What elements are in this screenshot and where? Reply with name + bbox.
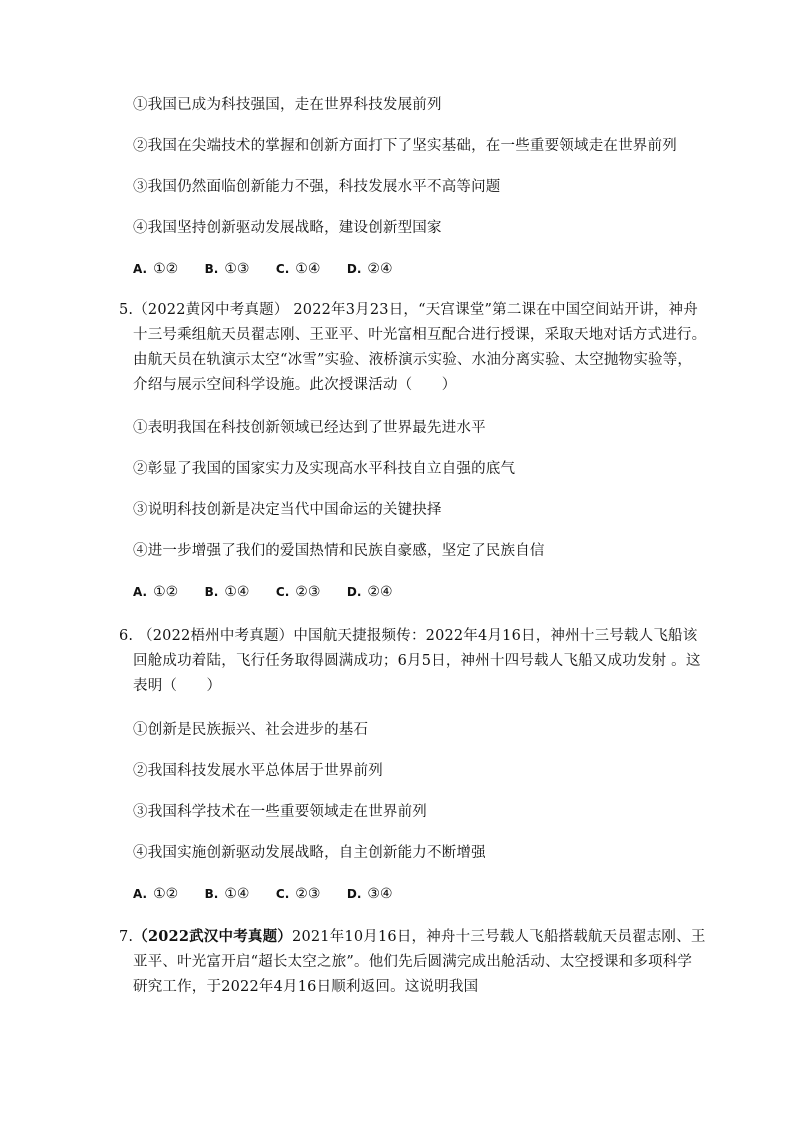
q5-choice-a[interactable]: A. ①② [133, 584, 179, 600]
q5-statement-3: ③说明科技创新是决定当代中国命运的关键抉择 [133, 502, 442, 518]
q6-stem-line-1: 6. （2022梧州中考真题）中国航天捷报频传：2022年4月16日，神州十三号载人飞船该 [119, 628, 698, 644]
q4-statement-3: ③我国仍然面临创新能力不强，科技发展水平不高等问题 [133, 179, 501, 195]
q6-choice-b[interactable]: B. ①④ [204, 886, 250, 902]
q5-statement-2: ②彰显了我国的国家实力及实现高水平科技自立自强的底气 [133, 461, 516, 477]
q5-stem-line-1: 5.（2022黄冈中考真题） 2022年3月23日，“天宫课堂”第二课在中国空间站开讲，神舟 [119, 302, 698, 318]
q4-statement-2: ②我国在尖端技术的掌握和创新方面打下了坚实基础，在一些重要领域走在世界前列 [133, 138, 677, 154]
q6-statement-2: ②我国科技发展水平总体居于世界前列 [133, 763, 383, 779]
q6-choice-c[interactable]: C. ②③ [275, 886, 321, 902]
q7-stem-line-1 [119, 927, 706, 947]
q5-statement-1: ①表明我国在科技创新领域已经达到了世界最先进水平 [133, 420, 486, 436]
q6-statement-3: ③我国科学技术在一些重要领域走在世界前列 [133, 804, 427, 820]
q7-source: （2022武汉中考真题） [133, 928, 293, 945]
q7-stem-line-2: 亚平、叶光富开启“超长太空之旅”。他们先后圆满完成出舱活动、太空授课和多项科学 [133, 954, 693, 970]
q4-statement-1: ①我国已成为科技强国，走在世界科技发展前列 [133, 97, 442, 113]
q5-choice-c[interactable]: C. ②③ [275, 584, 321, 600]
q6-choice-a[interactable]: A. ①② [133, 886, 179, 902]
q7-line1-text: 2021年10月16日，神舟十三号载人飞船搭载航天员翟志刚、王 [292, 929, 706, 945]
q5-stem-line-3: 由航天员在轨演示太空“冰雪”实验、液桥演示实验、水油分离实验、太空抛物实验等， [133, 352, 693, 368]
q6-choices [133, 884, 415, 904]
q5-statement-4: ④进一步增强了我们的爱国热情和民族自豪感，坚定了民族自信 [133, 543, 545, 559]
q6-stem-line-3: 表明（ ） [133, 678, 222, 694]
q4-choices [133, 259, 415, 279]
q7-number: 7. [119, 929, 134, 945]
q7-stem-line-3: 研究工作，于2022年4月16日顺利返回。这说明我国 [133, 979, 479, 995]
q4-choice-d[interactable]: D. ②④ [346, 261, 393, 277]
q4-choice-c[interactable]: C. ①④ [275, 261, 321, 277]
q5-stem-line-2: 十三号乘组航天员翟志刚、王亚平、叶光富相互配合进行授课，采取天地对话方式进行。 [133, 327, 707, 343]
q4-statement-4: ④我国坚持创新驱动发展战略，建设创新型国家 [133, 220, 442, 236]
q6-stem-line-2: 回舱成功着陆，飞行任务取得圆满成功；6月5日，神州十四号载人飞船又成功发射 。这 [133, 653, 701, 669]
q6-statement-4: ④我国实施创新驱动发展战略，自主创新能力不断增强 [133, 845, 486, 861]
q5-stem-line-4: 介绍与展示空间科学设施。此次授课活动（ ） [133, 377, 457, 393]
q6-choice-d[interactable]: D. ③④ [346, 886, 393, 902]
q4-choice-b[interactable]: B. ①③ [204, 261, 250, 277]
q5-choice-d[interactable]: D. ②④ [346, 584, 393, 600]
q5-choices [133, 582, 415, 602]
q6-statement-1: ①创新是民族振兴、社会进步的基石 [133, 722, 369, 738]
q4-choice-a[interactable]: A. ①② [133, 261, 179, 277]
q5-choice-b[interactable]: B. ①④ [204, 584, 250, 600]
